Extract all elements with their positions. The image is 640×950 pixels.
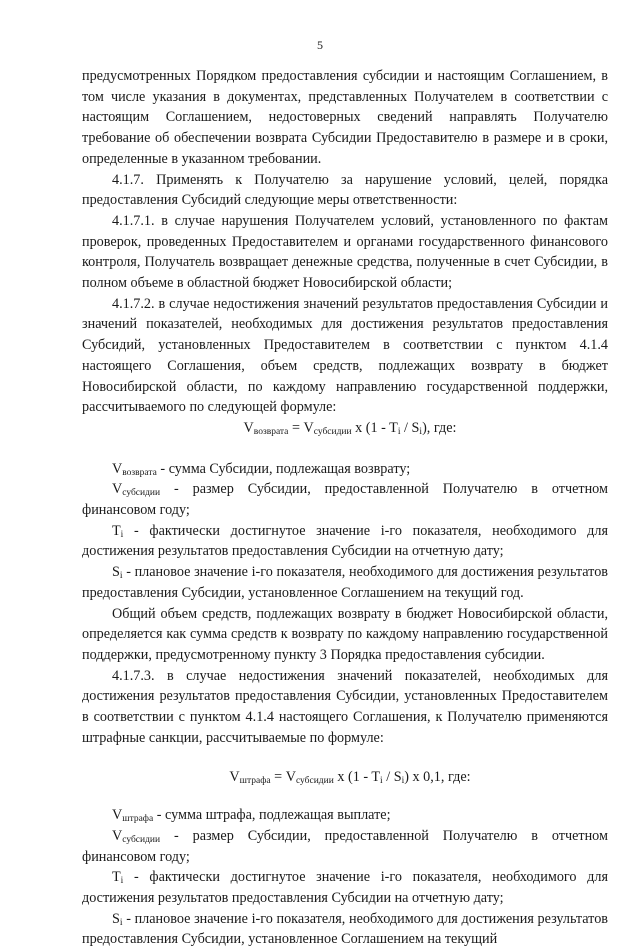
- definition-item: $V_{субсидии}$ - размер Субсидии, предоставленной Получателю в отчетном финансовом году;: [82, 481, 608, 519]
- document-body: [82, 66, 608, 950]
- definition-item: $S_i$ - плановое значение i-го показателя, необходимого для достижения результатов предоставления Субсидии, установленное Соглашением на текущий: [82, 910, 608, 948]
- paragraph-4-1-7-2: 4.1.7.2. в случае недостижения значений результатов предоставления Субсидии и значений показателей, необходимых для достижения результатов предоставления Субсидий, установленных Предоставителем в соответствии с пунктом 4.1.4 настоящего Соглашения, объем средств, подлежащих возврату в бюджет Новосибирской области, по каждому направлению государственной поддержки, рассчитываемого по следующей формуле:: [82, 295, 608, 416]
- definition-item: $V_{субсидии}$ - размер Субсидии, предоставленной Получателю в отчетном финансовом году;: [82, 827, 608, 865]
- page-number: 5: [317, 38, 323, 52]
- paragraph-4-1-7: 4.1.7. Применять к Получателю за нарушение условий, целей, порядка предоставления Субсидий следующие меры ответственности:: [82, 171, 608, 209]
- definition-item: $V_{штрафа}$ - сумма штрафа, подлежащая выплате;: [112, 807, 391, 825]
- definition-item: $T_i$ - фактически достигнутое значение i-го показателя, необходимого для достижения результатов предоставления Субсидии на отчетную дату;: [82, 869, 608, 907]
- paragraph-continuation: предусмотренных Порядком предоставления субсидии и настоящим Соглашением, в том числе указания в документах, представленных Получателем в соответствии с настоящим Соглашением, недостоверных сведений направлять Получателю требование об обеспечении возврата Субсидии Предоставителю в размере и в сроки, определенные в указанном требовании.: [82, 68, 608, 167]
- paragraph-4-1-7-1: 4.1.7.1. в случае нарушения Получателем условий, установленного по фактам проверок, проведенных Предоставителем и органами государственного финансового контроля, Получатель возвращает денежные средства, полученные в счет Субсидии, в полном объеме в областной бюджет Новосибирской области;: [82, 212, 608, 292]
- formula-penalty: $V_{штрафа} = V_{субсидии}$ x $(1 - T_i / S_i)$ x 0,1, где:: [229, 768, 471, 786]
- definition-item: $V_{возврата}$ - сумма Субсидии, подлежащая возврату;: [112, 460, 411, 478]
- paragraph-4-1-7-3: 4.1.7.3. в случае недостижения значений показателей, необходимых для достижения результатов предоставления Субсидии, установленных Предоставителем в соответствии с пунктом 4.1.4 настоящего Соглашения, к Получателю применяются штрафные санкции, рассчитываемые по формуле:: [82, 667, 608, 746]
- definition-item: $S_i$ - плановое значение i-го показателя, необходимого для достижения результатов предоставления Субсидии, установленное Соглашением на текущий год.: [82, 564, 608, 601]
- definition-item: $T_i$ - фактически достигнутое значение i-го показателя, необходимого для достижения результатов предоставления Субсидии на отчетную дату;: [82, 522, 608, 560]
- paragraph-total-volume: Общий объем средств, подлежащих возврату в бюджет Новосибирской области, определяется как сумма средств к возврату по каждому направлению государственной поддержки, предусмотренному пункту 3 Порядка предоставления субсидии.: [82, 605, 608, 663]
- formula-refund: $V_{возврата} = V_{субсидии}$ x $(1 - T_i / S_i)$, где:: [243, 419, 457, 437]
